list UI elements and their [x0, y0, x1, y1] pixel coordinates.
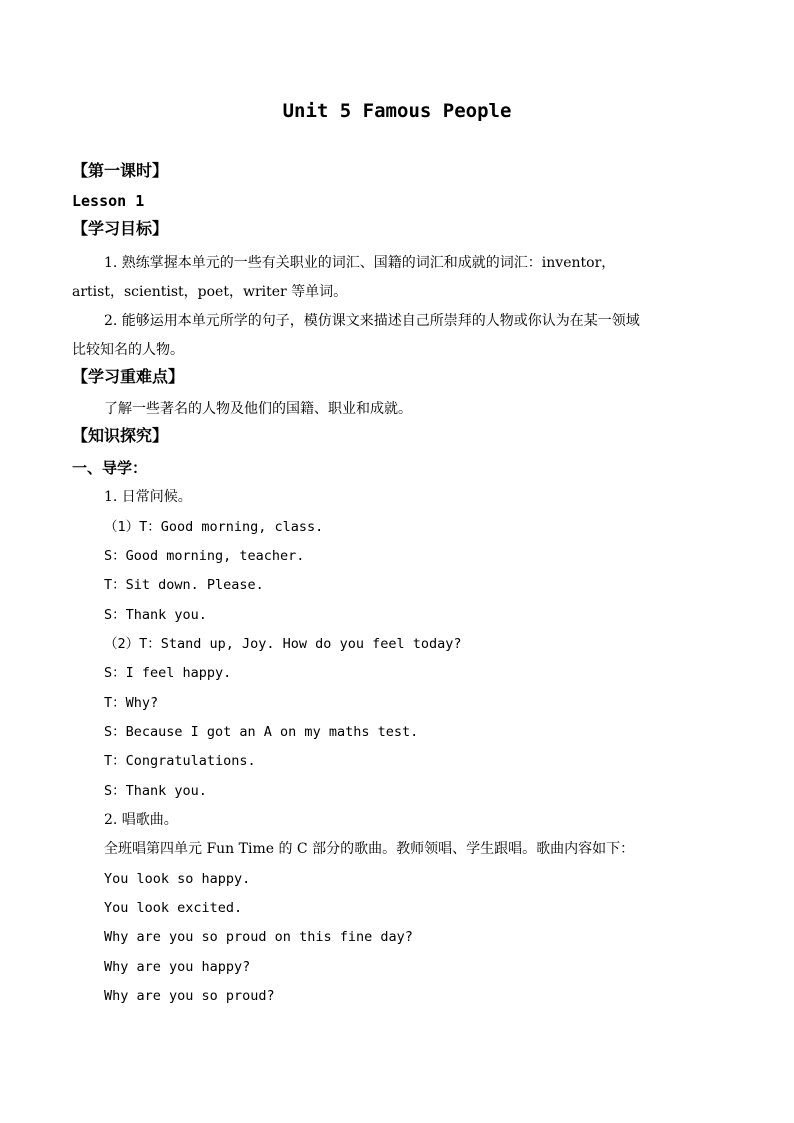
dialogue-line: S：I feel happy. — [104, 665, 232, 681]
key-points-heading: 【学习重难点】 — [72, 367, 185, 386]
goal2-line2: 比较知名的人物。 — [72, 342, 184, 358]
page-title: Unit 5 Famous People — [282, 100, 512, 122]
dialogue-line: （1）T：Good morning, class. — [104, 519, 324, 535]
song-line: You look so happy. — [104, 871, 251, 887]
lesson-label: Lesson 1 — [72, 192, 145, 210]
song-line: Why are you so proud on this fine day? — [104, 929, 413, 945]
dialogue-line: T：Why? — [104, 695, 159, 711]
dialogue-line: S：Because I got an A on my maths test. — [104, 724, 419, 740]
guide-heading: 一、导学： — [72, 459, 148, 477]
key-points-text: 了解一些著名的人物及他们的国籍、职业和成就。 — [104, 401, 412, 417]
goal1-line1: 1. 熟练掌握本单元的一些有关职业的词汇、国籍的词汇和成就的词汇：inventor， — [104, 255, 616, 271]
item1-greeting: 1. 日常问候。 — [104, 489, 192, 505]
dialogue-line: T：Sit down. Please. — [104, 577, 264, 593]
song-line: You look excited. — [104, 900, 243, 916]
explore-heading: 【知识探究】 — [72, 426, 169, 445]
goals-heading: 【学习目标】 — [72, 219, 169, 238]
dialogue-line: S：Good morning, teacher. — [104, 548, 305, 564]
song-line: Why are you happy? — [104, 959, 251, 975]
dialogue-line: S：Thank you. — [104, 783, 207, 799]
goal1-line2: artist，scientist，poet，writer 等单词。 — [72, 284, 348, 300]
item2-song: 2. 唱歌曲。 — [104, 812, 178, 828]
dialogue-line: （2）T：Stand up, Joy. How do you feel today? — [104, 636, 462, 652]
dialogue-line: S：Thank you. — [104, 607, 207, 623]
song-line: Why are you so proud? — [104, 988, 275, 1004]
song-intro: 全班唱第四单元 Fun Time 的 C 部分的歌曲。教师领唱、学生跟唱。歌曲内容如下： — [104, 841, 635, 857]
goal2-line1: 2. 能够运用本单元所学的句子，模仿课文来描述自己所崇拜的人物或你认为在某一领域 — [104, 313, 640, 329]
dialogue-line: T：Congratulations. — [104, 753, 256, 769]
section-lesson-period: 【第一课时】 — [72, 161, 169, 180]
